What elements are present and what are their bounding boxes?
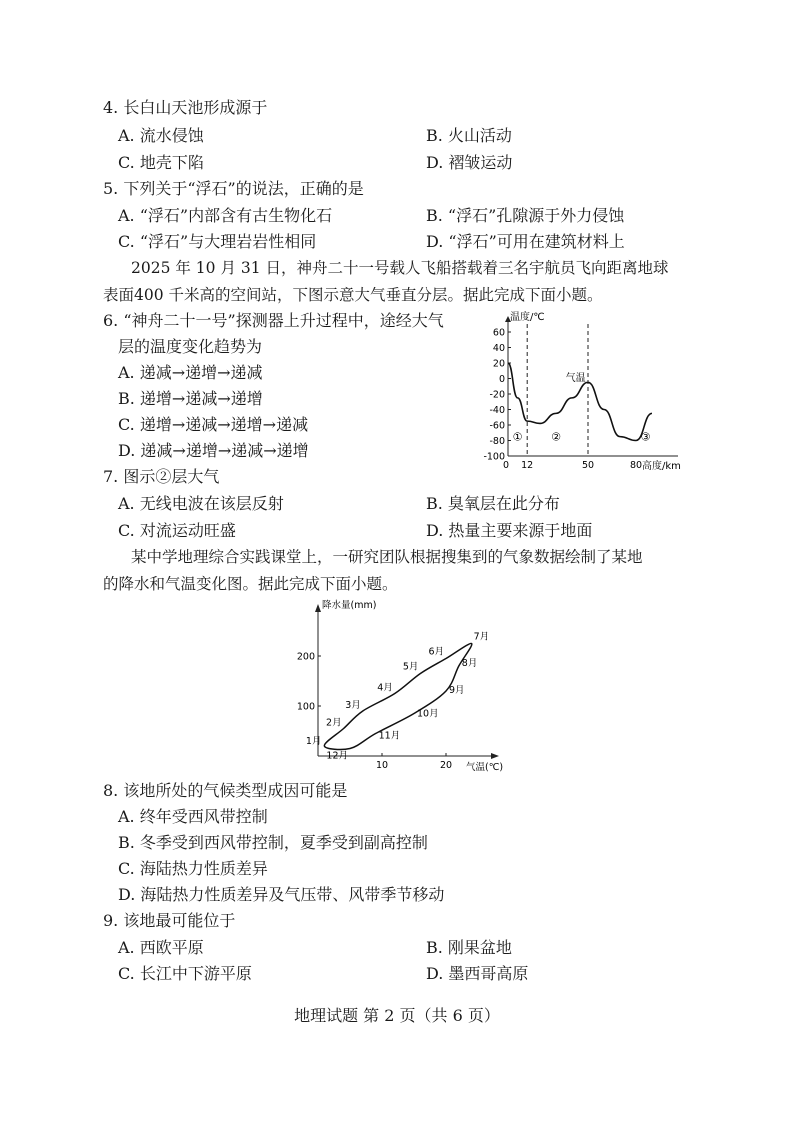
q9-stem: 9. 该地最可能位于 [103, 911, 236, 930]
y-tick-label: -40 [489, 405, 505, 416]
month-label: 2月 [326, 717, 342, 729]
q5-option-c: C. “浮石”与大理岩岩性相同 [118, 232, 317, 251]
q5-stem: 5. 下列关于“浮石”的说法，正确的是 [103, 179, 364, 198]
month-label: 4月 [377, 682, 393, 694]
passage1-line2: 表面400 千米高的空间站，下图示意大气垂直分层。据此完成下面小题。 [103, 286, 603, 304]
q6-stem-line2: 层的温度变化趋势为 [118, 337, 263, 356]
q6-option-b: B. 递增→递减→递增 [118, 389, 263, 408]
q4-option-d: D. 褶皱运动 [426, 153, 513, 172]
x-tick-label: 50 [581, 460, 595, 471]
x-axis-label: 高度/km [642, 461, 681, 472]
q8-option-a: A. 终年受西风带控制 [118, 807, 268, 826]
y-tick-label: 0 [498, 374, 505, 385]
q6-option-a: A. 递减→递增→递减 [118, 363, 263, 382]
atmosphere-chart [470, 308, 705, 478]
q7-option-c: C. 对流运动旺盛 [118, 521, 236, 540]
y-tick-label: 200 [296, 651, 315, 663]
y-axis-label: 降水量(mm) [322, 600, 377, 611]
y-tick-label: -60 [489, 420, 505, 432]
q9-option-a: A. 西欧平原 [118, 938, 204, 957]
x-tick-label: 80 [629, 460, 643, 471]
y-tick-label: -20 [489, 389, 505, 401]
x-axis-label: 气温(℃) [466, 762, 504, 773]
passage2-line2: 的降水和气温变化图。据此完成下面小题。 [103, 575, 398, 593]
y-tick-label: 40 [492, 343, 505, 354]
q7-stem: 7. 图示②层大气 [103, 467, 220, 486]
x-tick-label: 20 [439, 760, 453, 771]
layer-label: ② [551, 430, 561, 444]
layer-label: ① [512, 430, 523, 444]
y-tick-label: 60 [492, 327, 505, 339]
y-tick-label: 100 [296, 701, 315, 713]
q9-option-c: C. 长江中下游平原 [118, 964, 252, 983]
q7-option-b: B. 臭氧层在此分布 [426, 494, 560, 513]
month-label: 3月 [345, 700, 361, 711]
q8-stem: 8. 该地所处的气候类型成因可能是 [103, 781, 348, 800]
page-footer: 地理试题 第 2 页（共 6 页） [294, 1006, 500, 1025]
month-label: 12月 [326, 750, 348, 762]
q5-option-b: B. “浮石”孔隙源于外力侵蚀 [426, 206, 625, 225]
y-axis-arrow [315, 604, 321, 612]
passage1-line1: 2025 年 10 月 31 日，神舟二十一号载人飞船搭载着三名宇航员飞向距离地球 [131, 259, 669, 277]
q7-option-d: D. 热量主要来源于地面 [426, 521, 593, 540]
q6-option-d: D. 递减→递增→递减→递增 [118, 441, 309, 460]
q4-option-b: B. 火山活动 [426, 126, 512, 145]
q4-option-c: C. 地壳下陷 [118, 153, 204, 172]
x-axis-arrow [491, 753, 499, 759]
y-axis-label: 温度/℃ [510, 312, 545, 323]
month-label: 5月 [402, 661, 419, 673]
q9-option-d: D. 墨西哥高原 [426, 964, 529, 983]
passage2-line1: 某中学地理综合实践课堂上，一研究团队根据搜集到的气象数据绘制了某地 [131, 548, 643, 566]
x-tick-label: 10 [375, 760, 389, 771]
month-label: 9月 [449, 685, 465, 696]
y-tick-label: -100 [483, 451, 505, 463]
q6-stem-line1: 6. “神舟二十一号”探测器上升过程中，途经大气 [103, 311, 444, 330]
q8-option-d: D. 海陆热力性质差异及气压带、风带季节移动 [118, 885, 445, 904]
month-label: 11月 [378, 730, 401, 742]
q7-option-a: A. 无线电波在该层反射 [118, 494, 284, 513]
q5-option-a: A. “浮石”内部含有古生物化石 [118, 206, 333, 225]
q8-option-c: C. 海陆热力性质差异 [118, 859, 268, 878]
layer-label: ③ [640, 430, 651, 444]
q8-option-b: B. 冬季受到西风带控制，夏季受到副高控制 [118, 833, 428, 852]
month-label: 6月 [428, 646, 444, 658]
climate-chart [290, 598, 510, 776]
month-label: 1月 [305, 736, 322, 747]
x-tick-label: 12 [521, 460, 534, 471]
q5-option-d: D. “浮石”可用在建筑材料上 [426, 232, 625, 251]
month-label: 7月 [473, 631, 490, 643]
q9-option-b: B. 刚果盆地 [426, 938, 512, 957]
y-tick-label: -80 [489, 436, 505, 447]
q6-option-c: C. 递增→递减→递增→递减 [118, 415, 309, 434]
q4-stem: 4. 长白山天池形成源于 [103, 98, 268, 117]
month-label: 8月 [461, 658, 478, 669]
month-label: 10月 [417, 708, 439, 720]
x-tick-label: 0 [502, 460, 510, 471]
curve-label: 气温 [565, 372, 586, 384]
q4-option-a: A. 流水侵蚀 [118, 126, 204, 145]
y-tick-label: 20 [492, 358, 505, 370]
